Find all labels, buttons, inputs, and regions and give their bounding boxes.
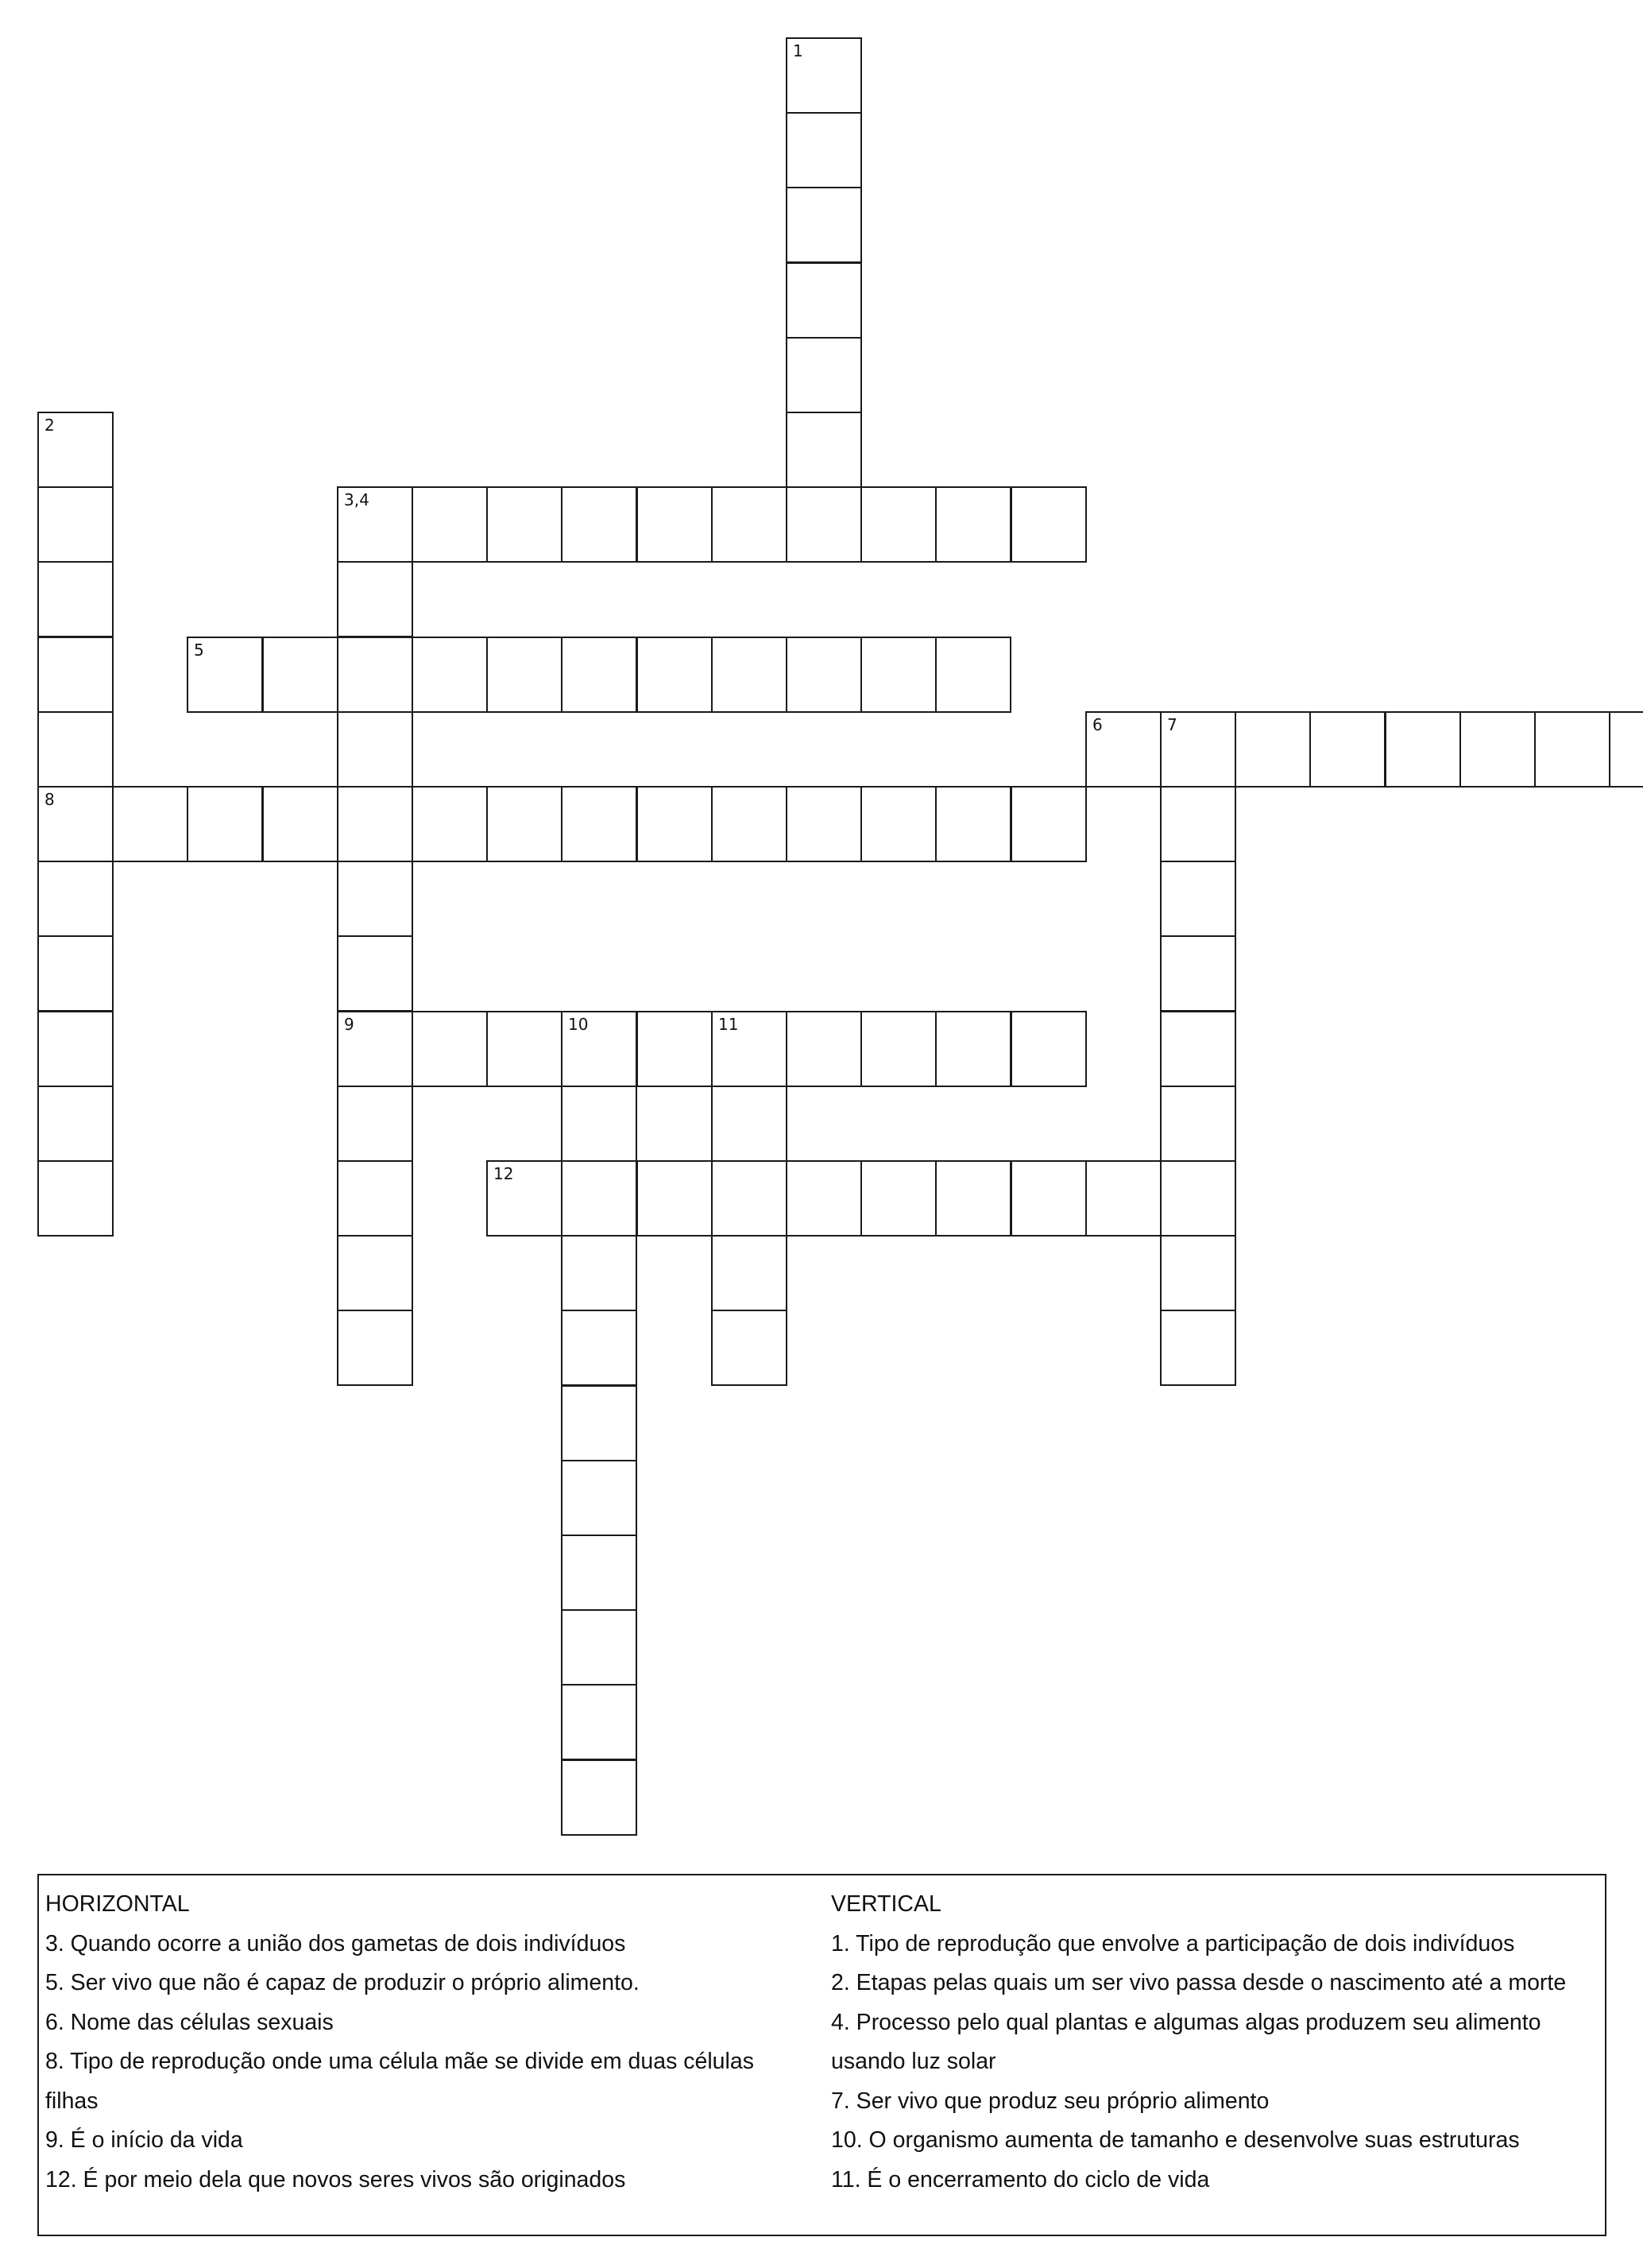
crossword-cell[interactable]	[262, 786, 338, 862]
crossword-cell[interactable]	[412, 637, 488, 713]
crossword-cell[interactable]	[1011, 486, 1087, 563]
clue-number: 11	[718, 1015, 739, 1034]
crossword-cell[interactable]	[786, 1160, 862, 1237]
crossword-cell[interactable]	[786, 412, 862, 488]
crossword-cell[interactable]	[337, 637, 413, 713]
crossword-cell[interactable]	[561, 1460, 637, 1536]
crossword-cell[interactable]	[337, 561, 413, 637]
clue-line: 1. Tipo de reprodução que envolve a participação de dois indivíduos	[831, 1930, 1515, 1956]
clue-line: filhas	[45, 2088, 99, 2114]
crossword-cell[interactable]	[337, 711, 413, 788]
clue-number: 5	[194, 641, 204, 660]
crossword-cell[interactable]	[711, 486, 787, 563]
crossword-cell[interactable]	[786, 1011, 862, 1087]
crossword-cell[interactable]	[187, 786, 263, 862]
clue-number: 6	[1092, 715, 1103, 734]
crossword-cell[interactable]	[786, 262, 862, 339]
crossword-cell[interactable]	[711, 1086, 787, 1162]
crossword-cell[interactable]	[1160, 711, 1236, 788]
crossword-cell[interactable]	[561, 1385, 637, 1461]
clue-line: 7. Ser vivo que produz seu próprio alimento	[831, 2088, 1270, 2114]
crossword-cell[interactable]	[786, 112, 862, 188]
crossword-cell[interactable]	[337, 486, 413, 563]
crossword-cell[interactable]	[561, 1086, 637, 1162]
crossword-cell[interactable]	[1235, 711, 1311, 788]
crossword-cell[interactable]	[711, 1235, 787, 1311]
crossword-cell[interactable]	[636, 486, 713, 563]
crossword-cell[interactable]	[711, 1160, 787, 1237]
crossword-cell[interactable]	[1160, 1310, 1236, 1386]
clue-number: 3,4	[344, 490, 369, 509]
crossword-cell[interactable]	[711, 637, 787, 713]
clue-line: 4. Processo pelo qual plantas e algumas algas produzem seu alimento	[831, 2009, 1541, 2035]
clue-number: 12	[493, 1164, 514, 1183]
crossword-cell[interactable]	[337, 786, 413, 862]
crossword-cell[interactable]	[935, 1160, 1011, 1237]
crossword-cell[interactable]	[786, 637, 862, 713]
clue-number: 2	[44, 416, 55, 435]
clue-line: 11. É o encerramento do ciclo de vida	[831, 2166, 1210, 2193]
crossword-cell[interactable]	[860, 486, 937, 563]
crossword-cell[interactable]	[1011, 786, 1087, 862]
crossword-cell[interactable]	[1309, 711, 1386, 788]
crossword-cell[interactable]	[37, 935, 114, 1012]
crossword-cell[interactable]	[1160, 1011, 1236, 1087]
crossword-cell[interactable]	[561, 1160, 637, 1237]
crossword-cell[interactable]	[860, 786, 937, 862]
crossword-cell[interactable]	[486, 1011, 562, 1087]
crossword-cell[interactable]	[37, 861, 114, 937]
crossword-cell[interactable]	[486, 1160, 562, 1237]
vertical-heading: VERTICAL	[831, 1891, 941, 1917]
crossword-cell[interactable]	[935, 637, 1011, 713]
crossword-cell[interactable]	[1459, 711, 1536, 788]
crossword-cell[interactable]	[337, 1086, 413, 1162]
clue-line: 10. O organismo aumenta de tamanho e desenvolve suas estruturas	[831, 2127, 1520, 2153]
crossword-cell[interactable]	[1385, 711, 1461, 788]
crossword-cell[interactable]	[37, 786, 114, 862]
clue-number: 9	[344, 1015, 354, 1034]
crossword-cell[interactable]	[1160, 1160, 1236, 1237]
crossword-cell[interactable]	[37, 412, 114, 488]
crossword-cell[interactable]	[786, 187, 862, 263]
crossword-cell[interactable]	[1609, 711, 1643, 788]
horizontal-heading: HORIZONTAL	[45, 1891, 190, 1917]
crossword-cell[interactable]	[561, 1609, 637, 1686]
crossword-cell[interactable]	[37, 1011, 114, 1087]
crossword-cell[interactable]	[37, 711, 114, 788]
clue-number: 10	[568, 1015, 589, 1034]
clue-line: 5. Ser vivo que não é capaz de produzir o próprio alimento.	[45, 1970, 640, 1995]
clue-number: 1	[793, 41, 803, 60]
crossword-cell[interactable]	[486, 486, 562, 563]
clues-box	[37, 1874, 1606, 2236]
crossword-cell[interactable]	[37, 486, 114, 563]
crossword-cell[interactable]	[337, 1235, 413, 1311]
crossword-cell[interactable]	[337, 861, 413, 937]
crossword-cell[interactable]	[1160, 1086, 1236, 1162]
clue-line: usando luz solar	[831, 2049, 996, 2074]
crossword-cell[interactable]	[412, 486, 488, 563]
crossword-cell[interactable]	[37, 1160, 114, 1237]
crossword-cell[interactable]	[561, 1235, 637, 1311]
crossword-cell[interactable]	[935, 786, 1011, 862]
crossword-cell[interactable]	[37, 637, 114, 713]
crossword-cell[interactable]	[786, 37, 862, 114]
vertical-clues	[831, 1885, 1602, 2200]
crossword-cell[interactable]	[786, 337, 862, 413]
clue-line: 2. Etapas pelas quais um ser vivo passa desde o nascimento até a morte	[831, 1970, 1567, 1995]
crossword-cell[interactable]	[187, 637, 263, 713]
crossword-cell[interactable]	[561, 1310, 637, 1386]
crossword-cell[interactable]	[412, 1011, 488, 1087]
crossword-cell[interactable]	[711, 1011, 787, 1087]
crossword-cell[interactable]	[860, 1160, 937, 1237]
clue-line: 6. Nome das células sexuais	[45, 2009, 334, 2035]
crossword-cell[interactable]	[636, 637, 713, 713]
crossword-cell[interactable]	[262, 637, 338, 713]
crossword-cell[interactable]	[860, 1011, 937, 1087]
crossword-cell[interactable]	[935, 1011, 1011, 1087]
crossword-cell[interactable]	[337, 1011, 413, 1087]
clue-line: 12. É por meio dela que novos seres vivos são originados	[45, 2166, 626, 2193]
crossword-cell[interactable]	[786, 486, 862, 563]
crossword-cell[interactable]	[1534, 711, 1610, 788]
crossword-cell[interactable]	[1085, 1160, 1162, 1237]
crossword-cell[interactable]	[786, 786, 862, 862]
clue-line: 3. Quando ocorre a união dos gametas de dois indivíduos	[45, 1930, 626, 1956]
crossword-cell[interactable]	[561, 1535, 637, 1611]
crossword-cell[interactable]	[1160, 786, 1236, 862]
crossword-cell[interactable]	[636, 786, 713, 862]
crossword-cell[interactable]	[561, 1759, 637, 1836]
crossword-cell[interactable]	[636, 1160, 713, 1237]
crossword-cell[interactable]	[935, 486, 1011, 563]
crossword-cell[interactable]	[486, 786, 562, 862]
crossword-cell[interactable]	[1160, 1235, 1236, 1311]
clue-line: 8. Tipo de reprodução onde uma célula mãe se divide em duas células	[45, 2049, 754, 2074]
crossword-cell[interactable]	[561, 637, 637, 713]
crossword-cell[interactable]	[1160, 861, 1236, 937]
crossword-cell[interactable]	[1011, 1160, 1087, 1237]
crossword-cell[interactable]	[1011, 1011, 1087, 1087]
crossword-cell[interactable]	[1160, 935, 1236, 1012]
crossword-cell[interactable]	[860, 637, 937, 713]
crossword-cell[interactable]	[486, 637, 562, 713]
crossword-cell[interactable]	[561, 486, 637, 563]
crossword-cell[interactable]	[37, 561, 114, 637]
crossword-cell[interactable]	[37, 1086, 114, 1162]
clue-number: 8	[44, 790, 55, 809]
crossword-cell[interactable]	[337, 1160, 413, 1237]
crossword-cell[interactable]	[412, 786, 488, 862]
crossword-cell[interactable]	[337, 935, 413, 1012]
crossword-cell[interactable]	[112, 786, 188, 862]
clue-number: 7	[1167, 715, 1177, 734]
crossword-cell[interactable]	[561, 1011, 637, 1087]
clue-line: 9. É o início da vida	[45, 2127, 243, 2153]
crossword-cell[interactable]	[561, 1684, 637, 1760]
crossword-cell[interactable]	[711, 1310, 787, 1386]
crossword-cell[interactable]	[1085, 711, 1162, 788]
horizontal-clues	[45, 1885, 808, 2200]
crossword-cell[interactable]	[561, 786, 637, 862]
crossword-cell[interactable]	[711, 786, 787, 862]
crossword-cell[interactable]	[337, 1310, 413, 1386]
crossword-cell[interactable]	[636, 1011, 713, 1087]
